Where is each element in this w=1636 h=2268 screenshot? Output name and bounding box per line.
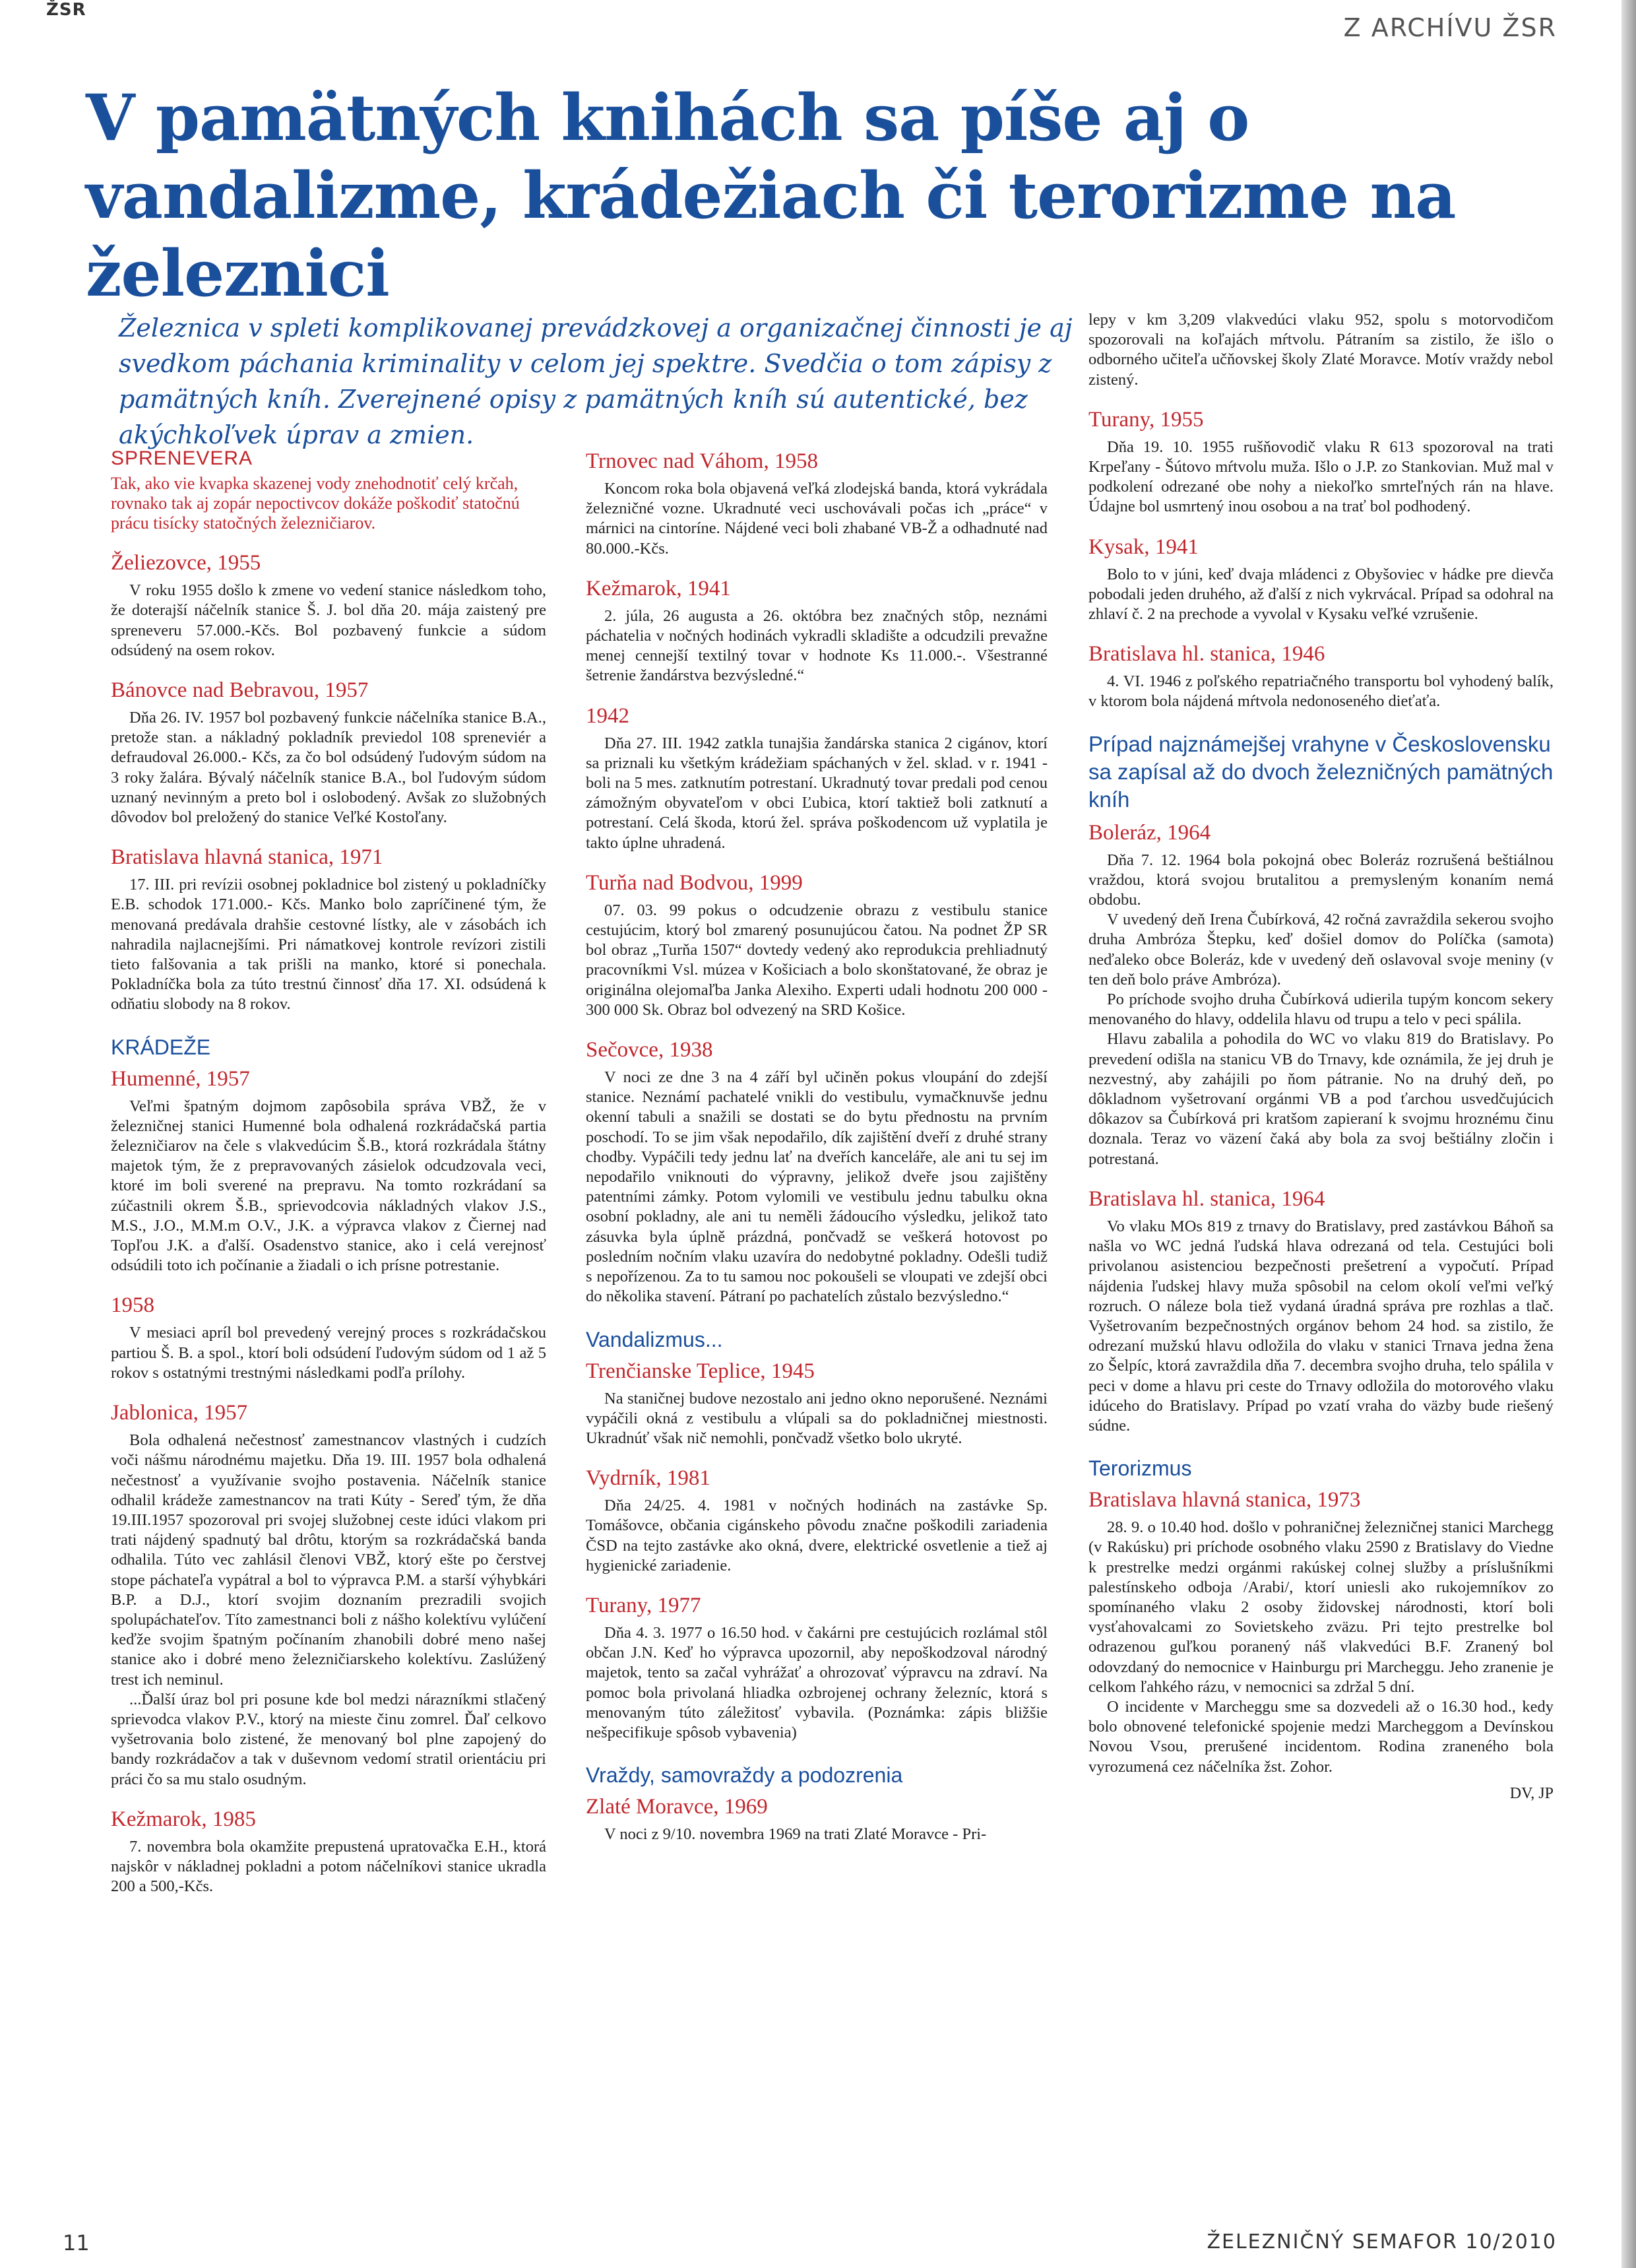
article-title: V pamätných knihách sa píše aj o vandalizme, krádežiach či terorizme na železnici (86, 81, 1456, 311)
entry-text: Dňa 19. 10. 1955 rušňovodič vlaku R 613 spozoroval na trati Krpeľany - Šútovo mŕtvolu muža. Išlo o J.P. zo Stankovian. Muž mal v podkolení odrezané obe nohy a niekoľko smrteľných rán na hlave. Údajne bol usmrtený inou osobou a na trať bol podhodený. (1088, 437, 1554, 516)
entry-text: 28. 9. o 10.40 hod. došlo v pohraničnej železničnej stanici Marchegg (v Rakúsku) pri príchode osobného vlaku 2590 z Bratislavy do Viedne k prestrelke medzi orgánmi rakúskej colnej služby a príslušníkmi palestínskeho odboja /Arabi/, ktorí uniesli ako rukojemníkov zo spomínaného vlaku 2 osoby židovskej národnosti, ktorí boli vysťahovalcami zo Sovietskeho zväzu. Pri tejto prestrelke bol odrazenou guľkou poranený náš vlakvedúci B.F. Zranený bol odovzdaný do nemocnice v Hainburgu pri Marcheggu. Jeho zranenie je celkom ľahkého rázu, v nemocnici sa zdržal 5 dní. (1088, 1518, 1554, 1696)
entry-text: Bolo to v júni, keď dvaja mládenci z Obyšoviec v hádke pre dievča pobodali jeden druhého, až ďalší z nich vykrvácal. Prípad sa odohral na zhlaví č. 2 na prechode a vyvolal v Kysaku veľké vzrušenie. (1088, 565, 1554, 624)
entry-heading: 1942 (586, 703, 629, 728)
entry-heading: Turany, 1955 (1088, 407, 1204, 432)
text-column-3 (1088, 310, 1554, 2204)
page-number: 11 (63, 2230, 90, 2255)
entry-heading: Turany, 1977 (586, 1593, 701, 1617)
section-heading-kradeze: KRÁDEŽE (111, 1035, 211, 1059)
page-gutter (1621, 0, 1636, 2268)
entry-text: Dňa 7. 12. 1964 bola pokojná obec Boleráz rozrušená beštiálnou vraždou, ktorá svojou brutalitou a premysleným konaním nemá obdobu. (1088, 851, 1554, 909)
section-heading-pripad: Prípad najznámejšej vrahyne v Československu sa zapísal až do dvoch železničných pamätných kníh (1088, 731, 1554, 812)
entry-text: 7. novembra bola okamžite prepustená upratovačka E.H., ktorá najskôr v nákladnej pokladni a potom náčelníkovi stanice ukradla 200 a 500,-Kčs. (111, 1837, 546, 1896)
entry-text: V noci ze dne 3 na 4 září byl učiněn pokus vloupání do zdejší stanice. Neznámí pachatelé vnikli do vestibulu, vymačknuvše jednu okenní tabuli a snažili se dostati se do bytu přednostu na prvním poschodí. To se jim však nepodařilo, dík zajištění dveří z druhé strany chodby. Vypáčili tedy jednu lať na dveřích kanceláře, ale ani tu sej im nepodařilo vniknouti do výpravny, jelikož dveře jsou zajištěny patentními zámky. Potom vylomili ve vestibulu jednu tabulku okna osobní pokladny, ale ani tu neměli žádoucího výsledku, jelikož tato zásuvka byla úplně prázdná, pončvadž se veškerá hotovost po posledním nočním vlaku uzavíra do nedobytné pokladny. Odešli tudiž s nepořízenou. Za to tu samou noc pokoušeli se vloupati ve zdejší obci do několika stavení. Pátraní po pachatelích zůstalo bezvýsledno.“ (586, 1068, 1048, 1306)
entry-text: V uvedený deň Irena Čubírková, 42 ročná zavraždila sekerou svojho druha Ambróza Štepku, keď došiel domov do Políčka (samota) neďaleko obce Boleráz, kde v uvedený deň oslavoval svoje meniny (v ten deň bolo práve Ambróza). (1088, 911, 1554, 988)
entry-heading: Sečovce, 1938 (586, 1038, 713, 1062)
entry-heading: 1958 (111, 1293, 154, 1318)
entry-heading: Vydrník, 1981 (586, 1466, 710, 1491)
entry-text: Po príchode svojho druha Čubírková udierila tupým koncom sekery menovaného do hlavy, oddelila hlavu od trupu a telo v peci spálila. (1088, 990, 1554, 1029)
entry-heading: Jablonica, 1957 (111, 1401, 248, 1425)
entry-text: 4. VI. 1946 z poľského repatriačného transportu bol vyhodený balík, v ktorom bola nájdená mŕtvola nedonoseného dieťaťa. (1088, 672, 1554, 711)
section-heading-vandalizmus: Vandalizmus... (586, 1327, 723, 1351)
entry-text: 07. 03. 99 pokus o odcudzenie obrazu z vestibulu stanice cestujúcim, ktorý bol zmarený posunujúcou čatou. Na podnet ŽP SR bol obraz „Turňa 1507“ dovtedy vedený ako reprodukcia prehliadnutý pracovníkmi Vsl. múzea v Košiciach a bolo skonštatované, že obraz je originálna olejomaľba Janka Alexiho. Experti udali hodnotu 200 000 - 300 000 Sk. Obraz bol odvezený na SRD Košice. (586, 901, 1048, 1019)
entry-text: Koncom roka bola objavená veľká zlodejská banda, ktorá vykrádala železničné vozne. Ukradnuté veci uschovávali počas ich „práce“ v márnici na cintoríne. Nájdené veci boli zhabané VB-Ž a odhadnuté nad 80.000.-Kčs. (586, 480, 1048, 558)
text-column-1 (111, 449, 546, 2204)
entry-text: Hlavu zabalila a pohodila do WC vo vlaku 819 do Bratislavy. Po prevedení odišla na stanicu VB do Trnavy, kde oznámila, že jej druh je nezvestný, aby zahájili po ňom pátranie. No na druhý deň, po dôkladnom vyšetrovaní orgánmi VB a pod ťarchou usvedčujúcich dôkazov sa Čubírková pri kratšom zapieraní k svojmu hroznému činu doznala. Teraz vo väzení čaká aby bola za svoj beštiálny zločin i potrestaná. (1088, 1030, 1554, 1168)
entry-heading: Turňa nad Bodvou, 1999 (586, 870, 803, 895)
entry-text: 2. júla, 26 augusta a 26. októbra bez značných stôp, neznámi páchatelia v nočných hodinách vykradli skladište a odcudzili prevažne menej cennejší textilný tovar v hodnote Ks 11.000.-. Všestranné šetrenie žandárstva bezvýsledné.“ (586, 606, 1048, 685)
section-heading-terorizmus: Terorizmus (1088, 1456, 1192, 1481)
entry-text: ...Ďalší úraz bol pri posune kde bol medzi nárazníkmi stlačený sprievodca vlakov P.V., ktorý na mieste činu zomrel. Ďaľ celkovo vyšetrovania bolo zistené, že menovaný bol plne zapojený do bandy rozkrádačov a tak v duševnom vedomí stratil orientáciu pri práci čo sa mu stalo osudným. (111, 1690, 546, 1788)
entry-text: V noci z 9/10. novembra 1969 na trati Zlaté Moravce - Pri- (604, 1825, 987, 1844)
article-lead: Železnica v spleti komplikovanej prevádzkovej a organizačnej činnosti je aj svedkom páchania kriminality v celom jej spektre. Svedčia o tom zápisy z pamätných kníh. Zverejnené opisy z pamätných kníh sú autentické, bez akýchkoľvek úprav a zmien. (119, 313, 1073, 449)
entry-text: Na staničnej budove nezostalo ani jedno okno neporušené. Neznámi vypáčili okná z vestibulu a vlúpali sa do pokladničnej miestnosti. Ukradnúť však nič nemohli, pončvadž všetko bolo ukryté. (586, 1389, 1048, 1447)
entry-heading: Humenné, 1957 (111, 1066, 250, 1091)
entry-text: V mesiaci apríl bol prevedený verejný proces s rozkrádačskou partiou Š. B. a spol., ktorí boli odsúdení ľudovým súdom od 1 až 5 rokov s ostatnými trestnými následkami podľa prílohy. (111, 1324, 546, 1382)
entry-text: Vo vlaku MOs 819 z trnavy do Bratislavy, pred zastávkou Báhoň sa našla vo WC jedná ľudská hlava odrezaná od tela. Cestujúci boli privolanou asistenciou bezpečnosti prešetrení a vypočutí. Prípad nájdenia ľudskej hlavy muža spôsobil na celom okolí veľmi veľký rozruch. O náleze bola tiež vydaná úradná správa pre rozhlas a tlač. Vyšetrovaním bezpečnostných orgánov behom 24 hod. sa zistilo, že odrezaní mužskú hlavu odložila do vlaku v stanici Trnava jedna žena zo Šelpíc, ktorá zavraždila dňa 7. decembra svojho druha, telo spálila v peci v dome a hlavu pri ceste do Trnavy odložila do motorového vlaku idúceho do Bratislavy. Prípad po vzatí vraha do väzby bude riešený súdne. (1088, 1217, 1554, 1435)
entry-heading: Kežmarok, 1985 (111, 1807, 256, 1831)
page-header (0, 0, 1636, 46)
entry-text: Dňa 4. 3. 1977 o 16.50 hod. v čakárni pre cestujúcich rozlámal stôl občan J.N. Keď ho výpravca upozornil, aby nepoškodzoval národný majetok, tento sa začal vyhrážať a ohrozovať výpravcu na zdraví. Na pomoc bola privolaná hliadka ozbrojenej ochrany železníc, ktorá s menovaným túto záležitosť vybavila. (Poznámka: zápis bližšie nešpecifikuje spôsob vybavenia) (586, 1623, 1048, 1741)
magazine-footer: ŽELEZNIČNÝ SEMAFOR 10/2010 (1207, 2230, 1557, 2253)
entry-text: O incidente v Marcheggu sme sa dozvedeli až o 16.30 hod., kedy bolo obnovené telefonické spojenie medzi Marcheggom a Devínskou Novou Vsou, prerušené incidentom. Rodina zraneného bola vyrozumená cez náčelníka žst. Zohor. (1088, 1697, 1554, 1776)
entry-text: Dňa 26. IV. 1957 bol pozbavený funkcie náčelníka stanice B.A., pretože stan. a nákladný pokladník previedol 108 spreneviér a defraudoval 26.000.- Kčs, za čo bol odsúdený ľudovým súdom na 3 roky žalára. Bývalý náčelník stanice B.A., bol ľudovým súdom uznaný nevinným a preto bol i oslobodený. Avšak zo služobných dôvodov bol preložený do stanice Veľké Kostoľany. (111, 709, 546, 827)
entry-heading: Boleráz, 1964 (1088, 820, 1211, 845)
entry-heading: Bratislava hl. stanica, 1946 (1088, 642, 1325, 666)
continued-text: lepy v km 3,209 vlakvedúci vlaku 952, spolu s motorvodičom spozorovali na koľajách mŕtvolu. Pátraním sa zistilo, že išlo o odborného učiteľa učňovskej školy Zlaté Moravce. Motív vraždy nebol zistený. (1088, 311, 1554, 389)
entry-heading: Trnovec nad Váhom, 1958 (586, 449, 818, 473)
entry-heading: Trenčianske Teplice, 1945 (586, 1359, 815, 1383)
section-heading-vrazdy: Vraždy, samovraždy a podozrenia (586, 1763, 903, 1788)
entry-text: Bola odhalená nečestnosť zamestnancov vlastných i cudzích voči nášmu národnému majetku. Dňa 19. III. 1957 bola odhalená nečestnosť a využívanie svojho postavenia. Náčelník stanice odhalil krádeže zamestnancov na trati Kúty - Sereď tým, že dňa 19.III.1957 spozoroval pri svojej služobnej ceste idúci vlakom pri trati nájdený spadnutý bal drôtu, ktorým sa rozkrádačská banda odhalila. Túto vec zahlásil členovi VBŽ, ktorý ešte po čerstvej stope páchateľa vypátral a bol to výpravca P.M. a starší výhybkári B.P. a D.J., ktorí svojim doznaním prezradili svojich spolupáchateľov. Títo zamestnanci boli z nášho kolektívu vylúčení keďže svojim špatným počínaním zhanobili dobré meno našej stanice ako i dobré meno železničiarskeho kolektívu. Zaslúžený trest ich neminul. (111, 1431, 546, 1689)
entry-heading: Zlaté Moravce, 1969 (586, 1795, 768, 1819)
entry-heading: Kysak, 1941 (1088, 535, 1199, 559)
entry-text: 17. III. pri revízii osobnej pokladnice bol zistený u pokladníčky E.B. schodok 171.000.- Kčs. Manko bolo zapríčinené tým, že menovaná predávala drahšie cestovné lístky, ale v zásobách ich nahradila najlacnejšími. Pri námatkovej kontrole revízori zistili tieto falšovania a tak prišli na manko, ktoré si ponechala. Pokladníčka bola za túto trestnú činnosť dňa 17. XI. odsúdená k odňatiu slobody na 8 rokov. (111, 876, 546, 1014)
entry-text: Veľmi špatným dojmom zapôsobila správa VBŽ, že v železničnej stanici Humenné bola odhalená rozkrádačská partia železničiarov na čele s vlakvedúcim Š.B., ktorá rozkrádala štátny majetok tým, že z prepravovaných zásielok odcudzovala veci, ktoré im boli sverené na prepravu. Na tomto rozkrádaní sa zúčastnili okrem Š.B., sprievodcovia nákladných vlakov J.S., M.S., J.O., M.M.m O.V., J.K. a výpravca vlakov z Čiernej nad Topľou J.K. a ďalší. Osadenstvo stanice, ako i celá verejnosť odsúdili toto ich počínanie a žiadali o ich prísne potrestanie. (111, 1097, 546, 1275)
entry-heading: Bratislava hlavná stanica, 1971 (111, 845, 383, 870)
entry-text: V roku 1955 došlo k zmene vo vedení stanice následkom toho, že doterajší náčelník stanice Š. J. bol dňa 20. mája zaistený pre spreneveru 57.000.-Kčs. Bol pozbavený funkcie a súdom odsúdený na osem rokov. (111, 581, 546, 659)
entry-text: Dňa 24/25. 4. 1981 v nočných hodinách na zastávke Sp. Tomášovce, občania cigánskeho pôvodu značne poškodili zariadenia ČSD na tejto zastávke ako okná, dvere, elektrické osvetlenie a tiež aj hygienické zariadenie. (586, 1497, 1048, 1574)
entry-heading: Kežmarok, 1941 (586, 576, 731, 600)
entry-text: Dňa 27. III. 1942 zatkla tunajšia žandárska stanica 2 cigánov, ktorí sa priznali ku všetkým krádežiam spáchaných v žel. sklad. v r. 1941 - boli na 5 mes. zatknutím potrestaní. Ukradnutý tovar predali pod cenou zámožným obyvateľom v obci Ľubica, ktorí taktiež boli zatknutí a potrestaní. Celá škoda, ktorú žel. správa poškodencom už vyplatila je takto úplne uhradená. (586, 734, 1048, 852)
entry-heading: Bratislava hlavná stanica, 1973 (1088, 1488, 1361, 1512)
entry-heading: Bánovce nad Bebravou, 1957 (111, 678, 369, 703)
entry-heading: Želiezovce, 1955 (111, 551, 261, 575)
section-heading-sprenevera: SPRENEVERA (111, 449, 253, 469)
entry-heading: Bratislava hl. stanica, 1964 (1088, 1186, 1325, 1211)
section-subtitle: Tak, ako vie kvapka skazenej vody znehodnotiť celý krčah, rovnako tak aj zopár nepoctivcov dokáže poškodiť statočnú prácu tisícky statočných železničiarov. (111, 474, 520, 533)
text-column-2 (586, 449, 1048, 2204)
section-label: Z ARCHÍVU ŽSR (1343, 13, 1557, 42)
author-signature: DV, JP (1509, 1784, 1554, 1802)
zsr-logo: ŽSR (46, 0, 86, 20)
